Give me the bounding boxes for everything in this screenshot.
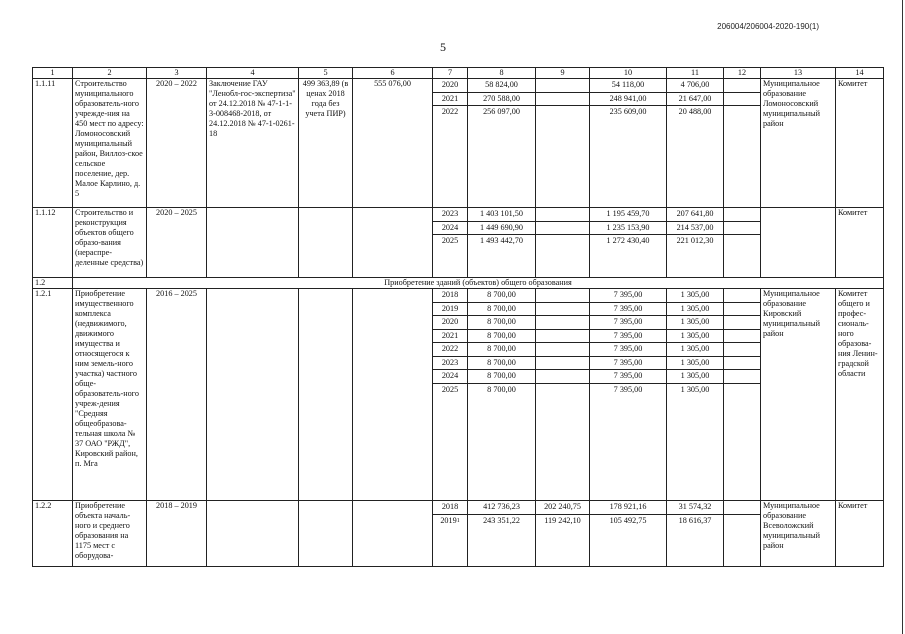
column-number: 6 <box>353 68 433 79</box>
column-number: 12 <box>724 68 761 79</box>
column-6-value <box>353 501 433 567</box>
table-row-1-1-11 <box>33 79 884 208</box>
other-amount <box>724 79 761 208</box>
total-amount: 412 736,23 243 351,22 <box>468 501 536 567</box>
executor: Комитет общего и профес-сиональ-ного образова-ния Ленин-градской области <box>836 289 884 501</box>
federal-amount <box>536 289 590 501</box>
federal-amount <box>536 79 590 208</box>
column-number: 10 <box>590 68 667 79</box>
municipality: Муниципальное образование Всеволожский муниципальный район <box>761 501 836 567</box>
column-number: 4 <box>207 68 299 79</box>
period: 2020 – 2025 <box>147 208 207 278</box>
document-id: 206004/206004-2020-190(1) <box>717 22 819 31</box>
column-number: 9 <box>536 68 590 79</box>
column-number: 5 <box>299 68 353 79</box>
object-name: Строительство и реконструкция объектов общего образо-вания (нераспре-деленные средства) <box>73 208 147 278</box>
municipality <box>761 208 836 278</box>
local-amount: 207 641,80 214 537,00 221 012,30 <box>667 208 724 278</box>
year-cell: 2018 2019 2020 2021 2022 2023 2024 2025 <box>433 289 468 501</box>
row-id: 1.2.2 <box>33 501 73 567</box>
expertise-conclusion: Заключение ГАУ "Ленобл-гос-экспертиза" от 24.12.2018 № 47-1-1-3-008468-2018, от 24.12.2018 № 47-1-0261-18 <box>207 79 299 208</box>
local-amount: 31 574,32 18 616,37 <box>667 501 724 567</box>
total-amount: 58 824,00 270 588,00 256 097,00 <box>468 79 536 208</box>
table-row-1-1-12 <box>33 208 884 278</box>
estimated-cost <box>299 501 353 567</box>
column-6-value <box>353 208 433 278</box>
object-name: Строительство муниципального образователь-ного учрежде-ния на 450 мест по адресу: Ломоносовский муниципальный район, Виллоз-ское сельское поселение, дер. Малое Карлино, д. 5 <box>73 79 147 208</box>
federal-amount <box>536 208 590 278</box>
period: 2020 – 2022 <box>147 79 207 208</box>
executor: Комитет <box>836 501 884 567</box>
other-amount <box>724 501 761 567</box>
local-amount: 1 305,00 1 305,00 1 305,00 1 305,00 1 305,00 1 305,00 1 305,00 1 305,00 <box>667 289 724 501</box>
period: 2016 – 2025 <box>147 289 207 501</box>
expertise-conclusion <box>207 208 299 278</box>
expertise-conclusion <box>207 501 299 567</box>
regional-amount: 7 395,00 7 395,00 7 395,00 7 395,00 7 395,00 7 395,00 7 395,00 7 395,00 <box>590 289 667 501</box>
federal-amount: 202 240,75 119 242,10 <box>536 501 590 567</box>
other-amount <box>724 208 761 278</box>
executor: Комитет <box>836 79 884 208</box>
estimated-cost: 499 363,89 (в ценах 2018 года без учета ПИР) <box>299 79 353 208</box>
column-6-value <box>353 289 433 501</box>
table-row-1-2-1 <box>33 289 884 501</box>
regional-amount: 54 118,00 248 941,00 235 609,00 <box>590 79 667 208</box>
expertise-conclusion <box>207 289 299 501</box>
estimated-cost <box>299 208 353 278</box>
column-number: 11 <box>667 68 724 79</box>
page-edge-line <box>902 0 903 634</box>
column-number: 2 <box>73 68 147 79</box>
column-number-row <box>33 68 884 79</box>
column-number: 8 <box>468 68 536 79</box>
section-id: 1.2 <box>33 278 73 289</box>
regional-amount: 1 195 459,70 1 235 153,90 1 272 430,40 <box>590 208 667 278</box>
section-title: Приобретение зданий (объектов) общего образования <box>73 278 884 289</box>
year-cell: 2020 2021 2022 <box>433 79 468 208</box>
column-6-value: 555 076,00 <box>353 79 433 208</box>
municipality: Муниципальное образование Кировский муниципальный район <box>761 289 836 501</box>
row-id: 1.1.12 <box>33 208 73 278</box>
local-amount: 4 706,00 21 647,00 20 488,00 <box>667 79 724 208</box>
total-amount: 1 403 101,50 1 449 690,90 1 493 442,70 <box>468 208 536 278</box>
row-id: 1.1.11 <box>33 79 73 208</box>
total-amount: 8 700,00 8 700,00 8 700,00 8 700,00 8 700,00 8 700,00 8 700,00 8 700,00 <box>468 289 536 501</box>
footnote-marker: 1 <box>456 517 460 524</box>
column-number: 7 <box>433 68 468 79</box>
object-name: Приобретение объекта началь-ного и среднего образования на 1175 мест с оборудова- <box>73 501 147 567</box>
table-row-1-2-2 <box>33 501 884 567</box>
year-cell: 2018 2019$^1$ <box>433 501 468 567</box>
section-row-1-2 <box>33 278 884 289</box>
program-table <box>32 67 884 567</box>
column-number: 13 <box>761 68 836 79</box>
column-number: 1 <box>33 68 73 79</box>
executor: Комитет <box>836 208 884 278</box>
column-number: 14 <box>836 68 884 79</box>
column-number: 3 <box>147 68 207 79</box>
estimated-cost <box>299 289 353 501</box>
period: 2018 – 2019 <box>147 501 207 567</box>
object-name: Приобретение имущественного комплекса (недвижимого, движимого имущества и относящегося к ним земель-ного участка) частного обще-образователь-ного учреж-дения "Средняя общеобразова-тельная школа № 37 ОАО "РЖД", Кировский район, п. Мга <box>73 289 147 501</box>
row-id: 1.2.1 <box>33 289 73 501</box>
other-amount <box>724 289 761 501</box>
municipality: Муниципальное образование Ломоносовский муниципальный район <box>761 79 836 208</box>
year-value: 2019 <box>440 515 457 525</box>
year-cell: 2023 2024 2025 <box>433 208 468 278</box>
page-number: 5 <box>440 40 446 54</box>
regional-amount: 178 921,16 105 492,75 <box>590 501 667 567</box>
